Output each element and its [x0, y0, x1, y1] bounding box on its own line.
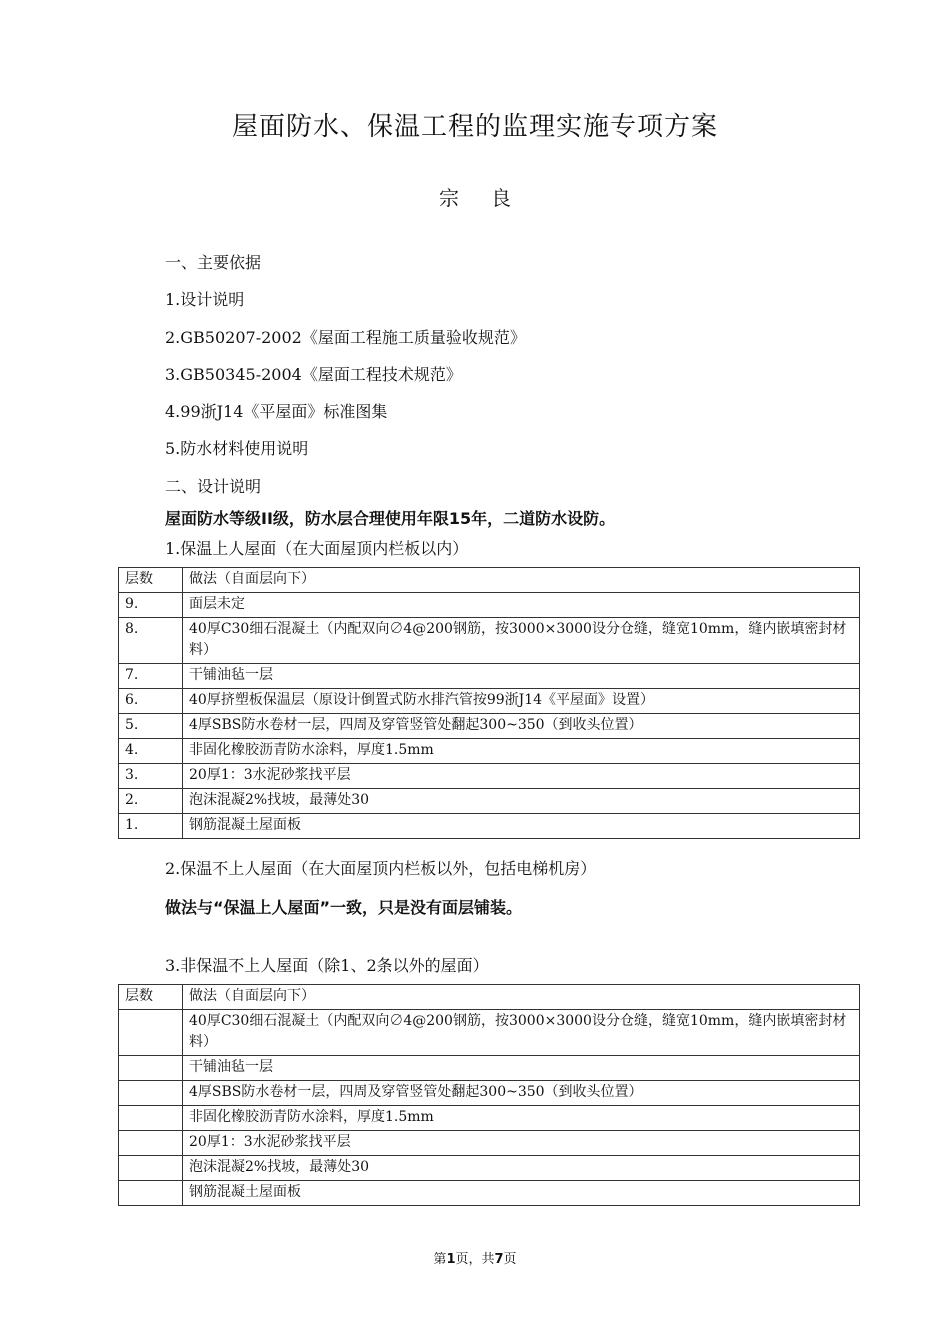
layer-method-cell: 钢筋混凝土屋面板 — [183, 1181, 860, 1206]
layer-number-cell: 1. — [119, 814, 183, 839]
basis-item: 1.设计说明 — [165, 290, 245, 309]
layer-method-cell: 泡沫混凝2%找坡，最薄处30 — [183, 789, 860, 814]
table-row — [119, 1081, 860, 1106]
document-title: 屋面防水、保温工程的监理实施专项方案 — [231, 112, 718, 142]
table-row — [119, 664, 860, 689]
section2-heading: 二、设计说明 — [165, 477, 262, 496]
layer-number-cell: 9. — [119, 593, 183, 618]
layer-number-cell: 8. — [119, 618, 183, 664]
subsection-heading: 3.非保温不上人屋面（除1、2条以外的屋面） — [165, 956, 489, 975]
table-row — [119, 1056, 860, 1081]
layer-method-cell: 4厚SBS防水卷材一层，四周及穿管竖管处翻起300~350（到收头位置） — [183, 1081, 860, 1106]
table-header-row — [119, 568, 860, 593]
total-pages: 7 — [494, 1252, 504, 1267]
table-header-row — [119, 985, 860, 1010]
layer-number-cell: 3. — [119, 764, 183, 789]
basis-item: 3.GB50345-2004《屋面工程技术规范》 — [165, 365, 462, 384]
table-row — [119, 618, 860, 664]
basis-item: 5.防水材料使用说明 — [165, 439, 309, 458]
layer-method-cell: 面层未定 — [183, 593, 860, 618]
table-row — [119, 1106, 860, 1131]
layer-method-cell: 40厚C30细石混凝土（内配双向∅4@200钢筋，按3000×3000设分仓缝，缝宽10mm，缝内嵌填密封材料） — [183, 1010, 860, 1056]
author-name: 宗良 — [439, 186, 543, 210]
layer-method-cell: 泡沫混凝2%找坡，最薄处30 — [183, 1156, 860, 1181]
table-row — [119, 593, 860, 618]
table-row — [119, 689, 860, 714]
footer-text: 第 — [433, 1252, 447, 1267]
layer-method-cell: 20厚1：3水泥砂浆找平层 — [183, 764, 860, 789]
layer-number-cell — [119, 1181, 183, 1206]
table-row — [119, 1010, 860, 1056]
table-header-cell: 层数 — [119, 568, 183, 593]
table-row — [119, 789, 860, 814]
layer-number-cell: 5. — [119, 714, 183, 739]
page-footer — [0, 1248, 950, 1267]
current-page: 1 — [446, 1252, 456, 1267]
layer-number-cell: 7. — [119, 664, 183, 689]
table-header-cell: 做法（自面层向下） — [183, 568, 860, 593]
layer-number-cell — [119, 1131, 183, 1156]
layer-method-cell: 40厚C30细石混凝土（内配双向∅4@200钢筋，按3000×3000设分仓缝，缝宽10mm，缝内嵌填密封材料） — [183, 618, 860, 664]
layer-number-cell — [119, 1106, 183, 1131]
layer-number-cell: 6. — [119, 689, 183, 714]
layer-method-cell: 40厚挤塑板保温层（原设计倒置式防水排汽管按99浙J14《平屋面》设置） — [183, 689, 860, 714]
table-header-cell: 做法（自面层向下） — [183, 985, 860, 1010]
layers-table-1 — [118, 567, 860, 839]
layer-number-cell — [119, 1081, 183, 1106]
table-row — [119, 814, 860, 839]
layer-number-cell: 4. — [119, 739, 183, 764]
layer-number-cell: 2. — [119, 789, 183, 814]
footer-text: 页 — [503, 1252, 517, 1267]
basis-item: 2.GB50207-2002《屋面工程施工质量验收规范》 — [165, 328, 526, 347]
layer-method-cell: 非固化橡胶沥青防水涂料，厚度1.5mm — [183, 739, 860, 764]
layer-number-cell — [119, 1056, 183, 1081]
layer-method-cell: 干铺油毡一层 — [183, 664, 860, 689]
table-row — [119, 739, 860, 764]
table-row — [119, 1181, 860, 1206]
layer-number-cell — [119, 1156, 183, 1181]
layer-method-cell: 钢筋混凝土屋面板 — [183, 814, 860, 839]
layers-table-2 — [118, 984, 860, 1206]
layer-number-cell — [119, 1010, 183, 1056]
layer-method-cell: 4厚SBS防水卷材一层，四周及穿管竖管处翻起300~350（到收头位置） — [183, 714, 860, 739]
waterproof-grade-note: 屋面防水等级II级，防水层合理使用年限15年，二道防水设防。 — [165, 509, 616, 528]
footer-text: 页，共 — [455, 1252, 495, 1267]
table-row — [119, 714, 860, 739]
table-row — [119, 1156, 860, 1181]
basis-item: 4.99浙J14《平屋面》标准图集 — [165, 402, 388, 421]
table-row — [119, 1131, 860, 1156]
table-header-cell: 层数 — [119, 985, 183, 1010]
subsection-heading: 2.保温不上人屋面（在大面屋顶内栏板以外，包括电梯机房） — [165, 859, 597, 878]
layer-method-cell: 干铺油毡一层 — [183, 1056, 860, 1081]
subsection-heading: 1.保温上人屋面（在大面屋顶内栏板以内） — [165, 539, 469, 558]
subsection-note: 做法与“保温上人屋面”一致，只是没有面层铺装。 — [165, 898, 523, 917]
layer-method-cell: 20厚1：3水泥砂浆找平层 — [183, 1131, 860, 1156]
section1-heading: 一、主要依据 — [165, 253, 262, 272]
table-row — [119, 764, 860, 789]
layer-method-cell: 非固化橡胶沥青防水涂料，厚度1.5mm — [183, 1106, 860, 1131]
